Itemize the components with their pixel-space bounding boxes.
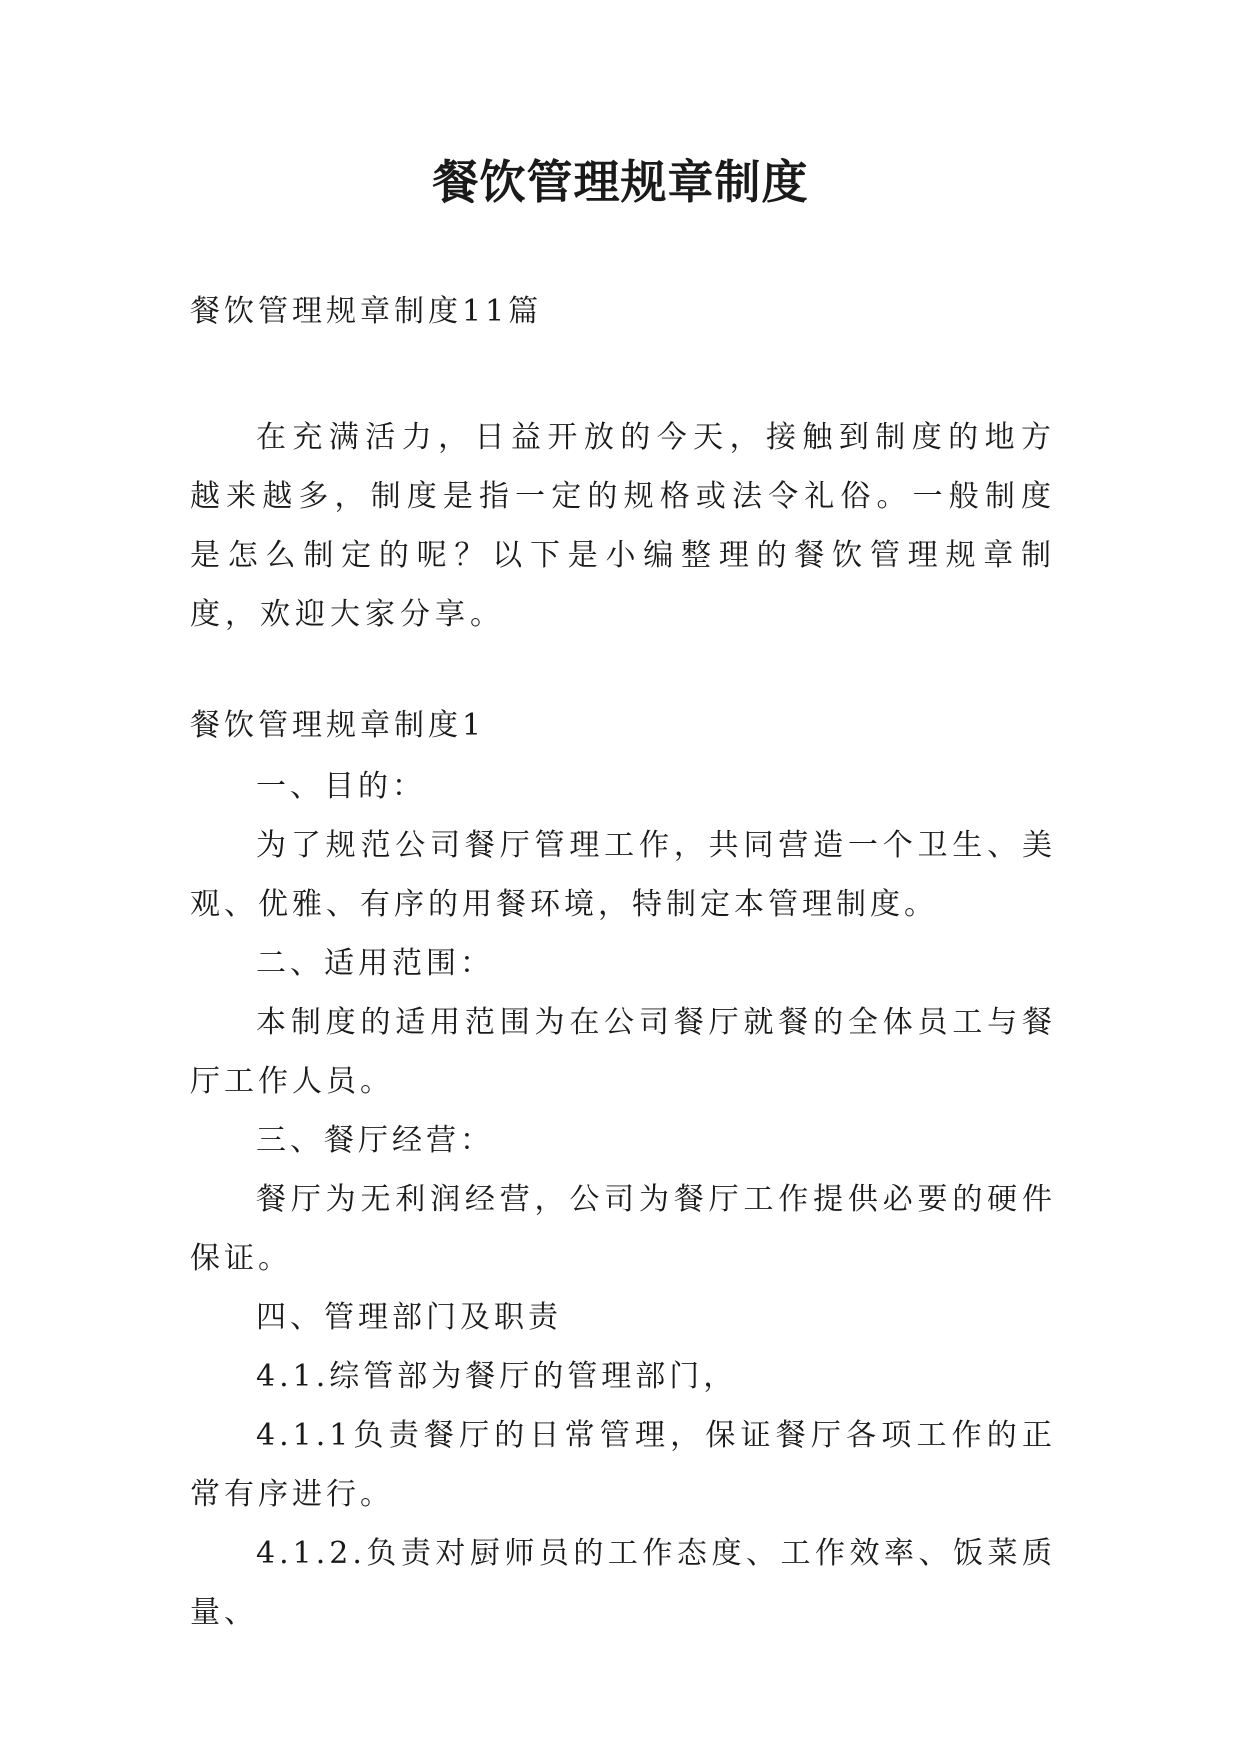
paragraph-operation-text: 餐厅为无利润经营，公司为餐厅工作提供必要的硬件保证。	[190, 1182, 1056, 1276]
paragraph-scope-text: 本制度的适用范围为在公司餐厅就餐的全体员工与餐厅工作人员。	[190, 1005, 1056, 1099]
paragraph-purpose-heading: 一、目的：	[256, 769, 426, 804]
paragraph-item-4-1: 4.1.综管部为餐厅的管理部门，	[256, 1359, 738, 1394]
intro-paragraph: 在充满活力，日益开放的今天，接触到制度的地方越来越多，制度是指一定的规格或法令礼俗。一般制度是怎么制定的呢？以下是小编整理的餐饮管理规章制度，欢迎大家分享。	[190, 420, 1056, 632]
paragraph-purpose-text: 为了规范公司餐厅管理工作，共同营造一个卫生、美观、优雅、有序的用餐环境，特制定本管理制度。	[190, 828, 1056, 922]
paragraph-item-4-1-2: 4.1.2.负责对厨师员的工作态度、工作效率、饭菜质量、	[190, 1536, 1056, 1630]
paragraph-scope-heading: 二、适用范围：	[256, 946, 494, 981]
paragraph-department-heading: 四、管理部门及职责	[256, 1300, 562, 1335]
paragraph-item-4-1-1: 4.1.1负责餐厅的日常管理，保证餐厅各项工作的正常有序进行。	[190, 1418, 1056, 1512]
paragraph-operation-heading: 三、餐厅经营：	[256, 1123, 494, 1158]
document-subtitle: 餐饮管理规章制度11篇	[190, 294, 543, 329]
section-heading: 餐饮管理规章制度1	[190, 708, 486, 743]
document-body	[190, 757, 1056, 1642]
document-title: 餐饮管理规章制度	[432, 155, 809, 209]
